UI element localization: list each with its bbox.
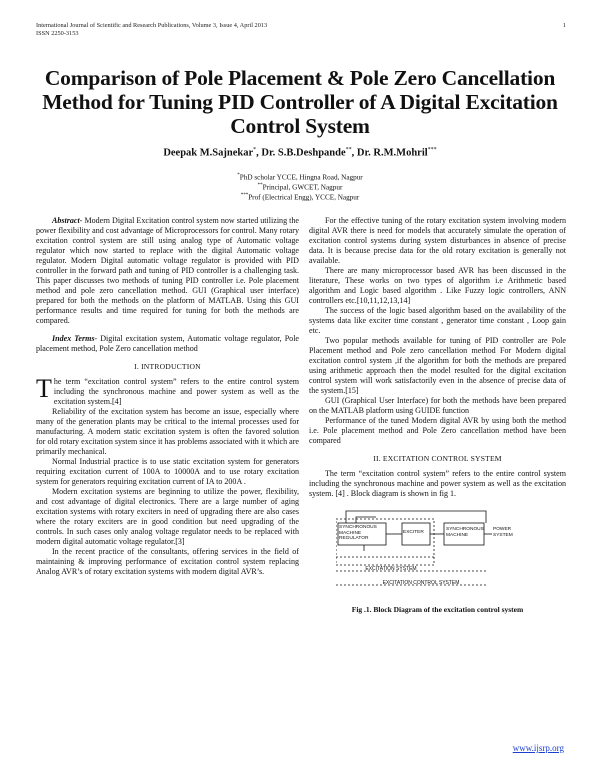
section-heading-introduction: I. INTRODUCTION — [134, 362, 201, 371]
affiliation-mark: ** — [257, 182, 263, 188]
affiliation-text: Principal, GWCET, Nagpur — [262, 183, 343, 192]
index-terms-label: Index Terms- — [52, 334, 98, 343]
running-header — [36, 22, 566, 38]
abstract-label: Abstract- — [52, 216, 83, 225]
paragraph: Modern excitation systems are beginning to utilize the power, flexibility, and cost advantage of digital electronics. There are a large number of aging excitation systems with rotary exciters in need of upgrading there are also cases where the rotary exciters are in good condition but need upgrading of the controls. In such cases only analog voltage regulator needs to be replaced with modern digital automatic voltage regulator.[3] — [36, 487, 299, 546]
author-mark: ** — [345, 147, 352, 153]
paragraph: The term “excitation control system” refers to the entire control system including the synchronous machine and power system as well as the excitation system. [4] . Block diagram is shown in fig 1. — [309, 469, 566, 498]
affiliation — [20, 182, 580, 192]
index-terms-text: Digital excitation system, Automatic voltage regulator, Pole placement method, Pole Zero cancellation method — [36, 334, 300, 353]
right-column — [309, 216, 566, 615]
paragraph: Reliability of the excitation system has become an issue, especially where many of the generation plants may be critical to the internal processes used for manufacturing. A modern static excitation system is often the favored solution for old rotary excitation system since it has problems associated with it which are primarily mechanical. — [36, 407, 299, 456]
figure-caption: Fig .1. Block Diagram of the excitation control system — [351, 605, 524, 614]
author-mark: * — [253, 147, 257, 153]
author-separator: , — [256, 147, 262, 159]
paper-title: Comparison of Pole Placement & Pole Zero Cancellation Method for Tuning PID Controller of A Digital Excitation Control System — [42, 66, 558, 138]
block-label: EXCITER — [403, 530, 424, 535]
author-separator: , — [351, 147, 357, 159]
paragraph: There are many microprocessor based AVR has been discussed in the literature, These works on two types of algorithm i.e Arithmetic based algorithm and Logic based algorithm . Like Fuzzy logic controllers, ANN controllers etc.[10,11,12,13,14] — [309, 266, 566, 305]
left-column — [36, 216, 299, 577]
intro-paragraph — [36, 374, 299, 407]
journal-url-link[interactable]: www.ijsrp.org — [512, 743, 564, 753]
affiliation-mark: * — [237, 173, 240, 178]
author-name: Deepak M.Sajnekar — [163, 147, 254, 159]
author-name: Dr. R.M.Mohril — [356, 147, 428, 159]
author-mark: *** — [427, 147, 437, 153]
block-label: POWER SYSTEM — [493, 527, 513, 538]
issn-line: ISSN 2250-3153 — [36, 30, 79, 37]
affiliations — [20, 172, 580, 202]
outer-label: EXCITATION CONTROL SYSTEM — [382, 580, 460, 586]
dropcap: T — [36, 374, 52, 403]
inner-label: EXCITATION SYSTEM — [365, 566, 417, 572]
author-name: Dr. S.B.Deshpande — [261, 147, 346, 159]
paragraph: In the recent practice of the consultants, offering services in the field of maintaining & improving performance of excitation control system replacing Analog AVR’s of rotary excitation systems with modern digital AVR’s. — [36, 547, 299, 576]
block-label: SYNCHRONOUS MACHINE — [446, 527, 484, 538]
block-label: SYNCHRONOUS MACHINE REGULATOR — [339, 525, 377, 542]
affiliation-text: PhD scholar YCCE, Hingna Road, Nagpur — [239, 173, 363, 182]
page-number: 1 — [562, 22, 566, 29]
paragraph: GUI (Graphical User Interface) for both the methods have been prepared on the MATLAB platform using GUIDE function — [309, 396, 566, 415]
paragraph: The success of the logic based algorithm based on the availability of the systems data like exciter time constant , generator time constant , Loop gain etc. — [309, 306, 566, 335]
section-heading-excitation: II. EXCITATION CONTROL SYSTEM — [373, 454, 502, 463]
block-diagram — [336, 505, 516, 601]
index-terms — [36, 334, 299, 354]
affiliation — [20, 172, 580, 182]
affiliation-text: Prof (Electrical Engg), YCCE, Nagpur — [248, 193, 360, 202]
abstract-text: Modern Digital Excitation control system now started utilizing the power flexibility and cost advantage of Microprocessors for control. Many rotary excitation control system are still using analog type of Automatic voltage regulator which now started to replace with the digital Automatic voltage regulator. Modern Digital automatic voltage regulator is provided with PID controller in the forward path and tuning of PID controller is a challenging task. This paper discusses two methods of tuning PID controller i.e. Pole placement method and pole zero cancellation method. GUI (Graphical user interface) prepared for both the methods on the platform of MATLAB. Using this GUI performance results and time required for tuning for both the methods are compared. — [36, 216, 299, 325]
feedback-path — [356, 517, 376, 523]
paragraph: Two popular methods available for tuning of PID controller are Pole Placement method and Pole zero cancellation method For Modern digital excitation control system ,if the algorithm for both the methods are prepared using arithmetic approach then the model resulted for the digital excitation control system will work satisfactorily even in the absence of precise data of the system.[15] — [309, 336, 566, 395]
affiliation — [20, 192, 580, 202]
paragraph: For the effective tuning of the rotary excitation system involving modern digital AVR there is need for models that accurately simulate the operation of excitation control systems during system disturbances in absence of precise data. It is because precise data for the old rotary excitation is generally not available. — [309, 216, 566, 265]
affiliation-mark: *** — [240, 192, 249, 198]
paragraph-text: he term “excitation control system” refers to the entire control system including the synchronous machine and power system as well as the excitation system.[4] — [53, 377, 299, 406]
author-list — [20, 147, 580, 159]
abstract — [36, 216, 299, 326]
journal-line: International Journal of Scientific and Research Publications, Volume 3, Issue 4, April 2013 — [36, 22, 268, 29]
paragraph: Performance of the tuned Modern digital AVR by using both the method i.e. Pole placement method and Pole Zero cancellation method have been compared — [309, 416, 566, 445]
paragraph: Normal Industrial practice is to use static excitation system for generators requiring excitation current of 100A to 10000A and to use rotary excitation system for generators requiring excitation current of IA to 200A . — [36, 457, 299, 486]
block-diagram-svg — [336, 505, 516, 601]
